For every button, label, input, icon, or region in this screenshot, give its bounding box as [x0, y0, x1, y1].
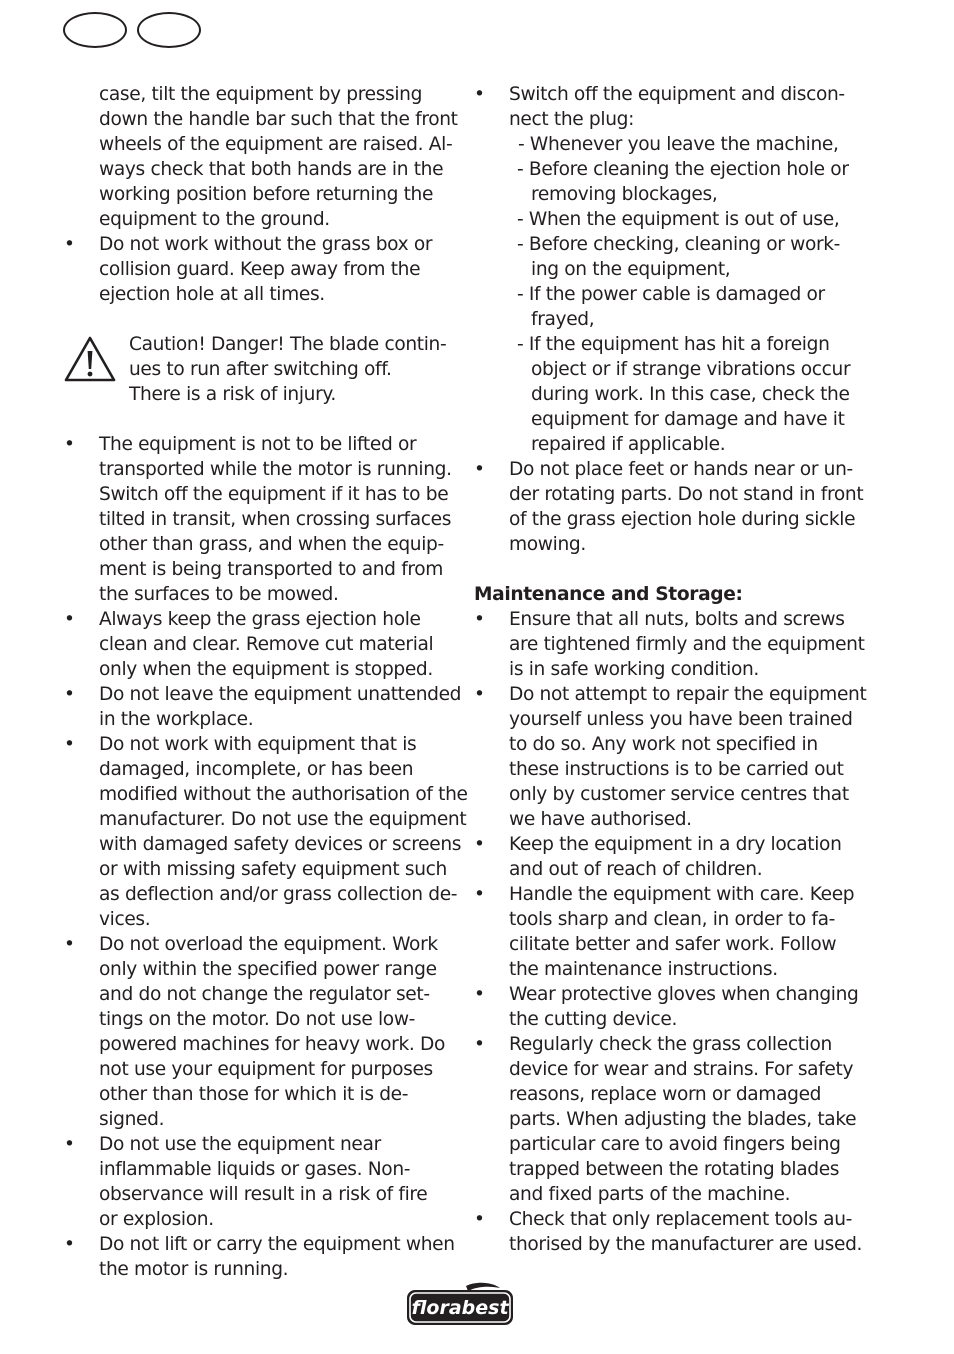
- text-line: Ensure that all nuts, bolts and screws: [509, 609, 845, 630]
- text-line: collision guard. Keep away from the: [99, 259, 421, 280]
- list-item: [474, 682, 874, 832]
- text-line: the maintenance instructions.: [509, 959, 778, 980]
- sub-item: - If the equipment has hit a foreign: [517, 334, 830, 355]
- bullet-icon: •: [474, 1034, 485, 1055]
- bullet-icon: •: [474, 834, 485, 855]
- list-item: [474, 982, 874, 1032]
- florabest-logo: [404, 1282, 516, 1328]
- bullet-icon: •: [64, 1234, 75, 1255]
- text-line: particular care to avoid fingers being: [509, 1134, 841, 1155]
- text-line: modified without the authorisation of the: [99, 784, 468, 805]
- bullet-icon: •: [474, 84, 485, 105]
- text-line: and do not change the regulator set-: [99, 984, 430, 1005]
- text-line: Switch off the equipment if it has to be: [99, 484, 449, 505]
- list-item: [474, 832, 874, 882]
- text-line: we have authorised.: [509, 809, 692, 830]
- text-line: not use your equipment for purposes: [99, 1059, 433, 1080]
- text-line: Regularly check the grass collection: [509, 1034, 832, 1055]
- section-heading-block: [474, 582, 874, 607]
- text-line: working position before returning the: [99, 184, 434, 205]
- bullet-icon: •: [474, 1209, 485, 1230]
- sub-item-continuation: removing blockages,: [531, 184, 718, 205]
- text-line: only within the specified power range: [99, 959, 437, 980]
- text-line: tools sharp and clean, in order to fa-: [509, 909, 836, 930]
- list-item: [64, 682, 462, 732]
- warning-triangle-icon: [64, 335, 116, 383]
- text-line: equipment to the ground.: [99, 209, 330, 230]
- text-line: with damaged safety devices or screens: [99, 834, 462, 855]
- text-line: case, tilt the equipment by pressing: [99, 84, 423, 105]
- text-line: wheels of the equipment are raised. Al-: [99, 134, 453, 155]
- text-line: other than those for which it is de-: [99, 1084, 409, 1105]
- text-line: other than grass, and when the equip-: [99, 534, 444, 555]
- text-line: is in safe working condition.: [509, 659, 759, 680]
- text-line: or explosion.: [99, 1209, 214, 1230]
- bullet-icon: •: [64, 609, 75, 630]
- sub-item: - Before checking, cleaning or work-: [517, 234, 841, 255]
- text-line: powered machines for heavy work. Do: [99, 1034, 445, 1055]
- text-line: Do not attempt to repair the equipment: [509, 684, 867, 705]
- bullet-icon: •: [474, 984, 485, 1005]
- bullet-icon: •: [64, 934, 75, 955]
- text-line: Do not place feet or hands near or un-: [509, 459, 853, 480]
- language-oval-icon: [137, 12, 201, 48]
- text-line: device for wear and strains. For safety: [509, 1059, 854, 1080]
- text-line: vices.: [99, 909, 151, 930]
- text-line: ways check that both hands are in the: [99, 159, 444, 180]
- sub-item: - If the power cable is damaged or: [517, 284, 825, 305]
- warning-text: ues to run after switching off.: [129, 359, 392, 380]
- text-line: Do not work with equipment that is: [99, 734, 417, 755]
- text-line: are tightened firmly and the equipment: [509, 634, 865, 655]
- text-line: only by customer service centres that: [509, 784, 849, 805]
- sub-item: - Whenever you leave the machine,: [518, 134, 839, 155]
- bullet-icon: •: [64, 434, 75, 455]
- text-line: inflammable liquids or gases. Non-: [99, 1159, 411, 1180]
- text-line: as deflection and/or grass collection de-: [99, 884, 458, 905]
- list-item: [474, 82, 874, 132]
- bullet-icon: •: [64, 684, 75, 705]
- list-item: [474, 607, 874, 682]
- text-line: Always keep the grass ejection hole: [99, 609, 421, 630]
- sub-item-continuation: equipment for damage and have it: [531, 409, 845, 430]
- text-line: Wear protective gloves when changing: [509, 984, 859, 1005]
- text-line: manufacturer. Do not use the equipment: [99, 809, 467, 830]
- right-column: [474, 82, 874, 1257]
- text-line: reasons, replace worn or damaged: [509, 1084, 822, 1105]
- list-item: [474, 882, 874, 982]
- text-line: Do not leave the equipment unattended: [99, 684, 462, 705]
- list-item: [64, 732, 468, 932]
- text-line: tilted in transit, when crossing surfaces: [99, 509, 452, 530]
- list-item: [64, 932, 456, 1132]
- bullet-icon: •: [64, 1134, 75, 1155]
- sub-item: - When the equipment is out of use,: [517, 209, 840, 230]
- sub-item-continuation: repaired if applicable.: [531, 434, 726, 455]
- text-line: signed.: [99, 1109, 165, 1130]
- bullet-icon: •: [474, 609, 485, 630]
- text-line: Do not overload the equipment. Work: [99, 934, 438, 955]
- text-line: ejection hole at all times.: [99, 284, 325, 305]
- list-item: [64, 607, 456, 682]
- text-line: in the workplace.: [99, 709, 254, 730]
- warning-box: [64, 332, 456, 407]
- text-line: der rotating parts. Do not stand in front: [509, 484, 864, 505]
- text-line: the surfaces to be mowed.: [99, 584, 339, 605]
- text-line: to do so. Any work not specified in: [509, 734, 818, 755]
- text-line: thorised by the manufacturer are used.: [509, 1234, 863, 1255]
- bullet-icon: •: [474, 459, 485, 480]
- bullet-icon: •: [474, 684, 485, 705]
- text-line: or with missing safety equipment such: [99, 859, 447, 880]
- warning-text: There is a risk of injury.: [129, 384, 336, 405]
- list-item: [64, 432, 456, 607]
- text-line: nect the plug:: [509, 109, 634, 130]
- text-line: Do not lift or carry the equipment when: [99, 1234, 455, 1255]
- bullet-icon: •: [64, 734, 75, 755]
- sub-item-continuation: frayed,: [531, 309, 595, 330]
- continued-paragraph: [64, 82, 456, 232]
- sub-item-continuation: ing on the equipment,: [531, 259, 731, 280]
- text-line: yourself unless you have been trained: [509, 709, 853, 730]
- text-line: mowing.: [509, 534, 586, 555]
- text-line: tings on the motor. Do not use low-: [99, 1009, 416, 1030]
- text-line: The equipment is not to be lifted or: [99, 434, 417, 455]
- text-line: down the handle bar such that the front: [99, 109, 458, 130]
- text-line: and out of reach of children.: [509, 859, 763, 880]
- text-line: ment is being transported to and from: [99, 559, 444, 580]
- text-line: the cutting device.: [509, 1009, 678, 1030]
- sub-item-continuation: during work. In this case, check the: [531, 384, 850, 405]
- text-line: only when the equipment is stopped.: [99, 659, 433, 680]
- sub-item: - Before cleaning the ejection hole or: [517, 159, 849, 180]
- text-line: observance will result in a risk of fire: [99, 1184, 428, 1205]
- left-column: [64, 82, 468, 1282]
- text-line: Handle the equipment with care. Keep: [509, 884, 855, 905]
- text-line: Switch off the equipment and discon-: [509, 84, 845, 105]
- list-item: [64, 232, 456, 307]
- text-line: of the grass ejection hole during sickle: [509, 509, 856, 530]
- language-oval-icon: [63, 12, 127, 48]
- text-line: damaged, incomplete, or has been: [99, 759, 414, 780]
- list-item: [474, 457, 874, 557]
- bullet-icon: •: [474, 884, 485, 905]
- text-line: Keep the equipment in a dry location: [509, 834, 842, 855]
- sub-list: [474, 132, 874, 457]
- list-item: [474, 1032, 874, 1207]
- text-line: transported while the motor is running.: [99, 459, 452, 480]
- text-line: the motor is running.: [99, 1259, 289, 1280]
- section-heading: Maintenance and Storage:: [474, 584, 743, 605]
- list-item: [64, 1232, 456, 1282]
- warning-text: Caution! Danger! The blade contin-: [129, 334, 447, 355]
- sub-item-continuation: object or if strange vibrations occur: [531, 359, 851, 380]
- bullet-icon: •: [64, 234, 75, 255]
- text-line: trapped between the rotating blades: [509, 1159, 840, 1180]
- text-line: clean and clear. Remove cut material: [99, 634, 434, 655]
- logo-text: florabest: [411, 1297, 509, 1319]
- list-item: [64, 1132, 456, 1232]
- list-item: [474, 1207, 874, 1257]
- text-line: parts. When adjusting the blades, take: [509, 1109, 857, 1130]
- text-line: Check that only replacement tools au-: [509, 1209, 853, 1230]
- text-line: these instructions is to be carried out: [509, 759, 844, 780]
- text-line: Do not work without the grass box or: [99, 234, 433, 255]
- text-line: and fixed parts of the machine.: [509, 1184, 791, 1205]
- text-line: cilitate better and safer work. Follow: [509, 934, 837, 955]
- text-line: Do not use the equipment near: [99, 1134, 381, 1155]
